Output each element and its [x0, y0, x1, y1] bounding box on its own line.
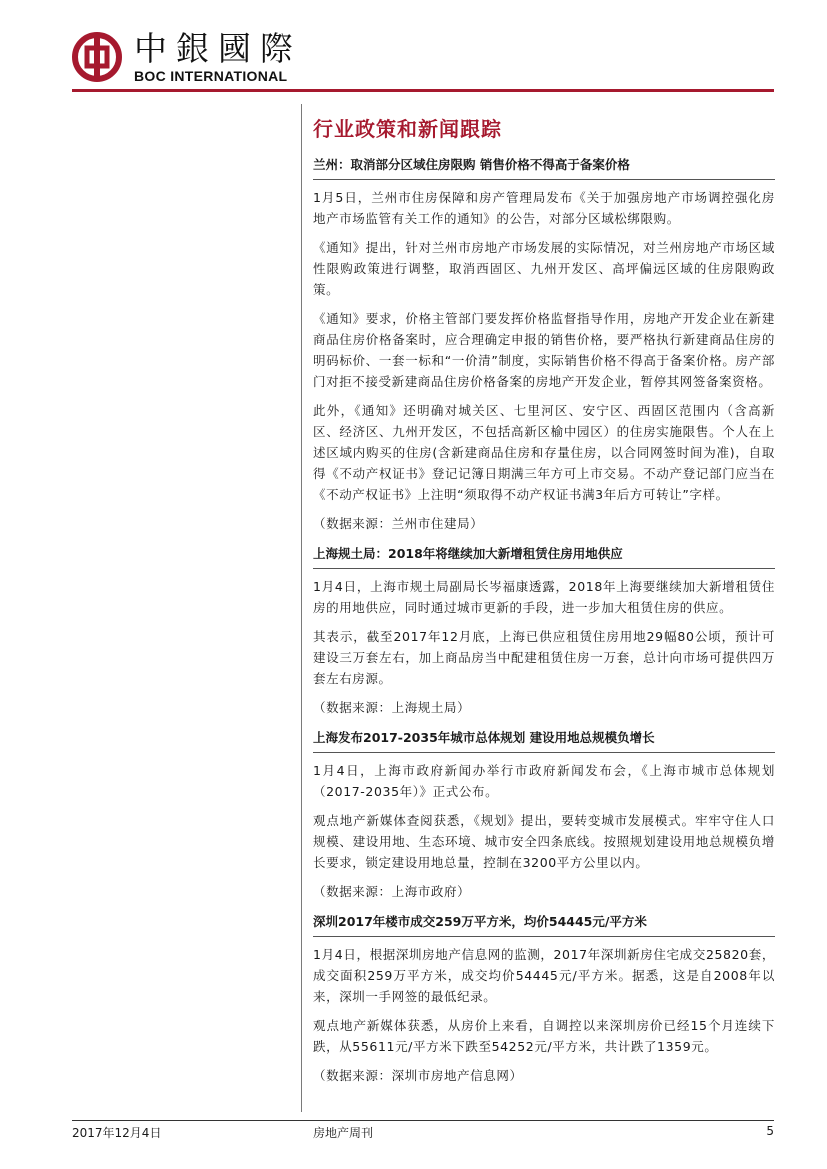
footer-date: 2017年12月4日: [72, 1126, 162, 1140]
news-paragraph: 1月5日，兰州市住房保障和房产管理局发布《关于加强房地产市场调控强化房地产市场监管有关工作的通知》的公告，对部分区域松绑限购。: [313, 190, 775, 226]
news-item: [313, 911, 775, 1086]
column-divider: [301, 104, 302, 1112]
section-title: 行业政策和新闻跟踪: [313, 117, 502, 141]
footer-rule: [72, 1120, 774, 1121]
news-item: [313, 154, 775, 534]
news-title: 兰州：取消部分区域住房限购 销售价格不得高于备案价格: [313, 154, 775, 180]
news-source: （数据来源：深圳市房地产信息网）: [313, 1068, 523, 1083]
brand-name-en: BOC INTERNATIONAL: [134, 68, 288, 84]
page-number: 5: [766, 1124, 774, 1138]
header-rule: [72, 89, 774, 92]
news-paragraph: 《通知》要求，价格主管部门要发挥价格监督指导作用，房地产开发企业在新建商品住房价格备案时，应合理确定申报的销售价格，要严格执行新建商品住房的明码标价、一套一标和“一价清”制度，实际销售价格不得高于备案价格。房产部门对拒不接受新建商品住房价格备案的房地产开发企业，暂停其网签备案资格。: [313, 311, 775, 389]
page-header: [72, 30, 772, 90]
boc-logo-icon: [72, 32, 122, 82]
news-item: [313, 543, 775, 718]
news-paragraph: 观点地产新媒体获悉，从房价上来看，自调控以来深圳房价已经15个月连续下跌，从55611元/平方米下跌至54252元/平方米，共计跌了1359元。: [313, 1018, 775, 1054]
news-title: 上海规土局：2018年将继续加大新增租赁住房用地供应: [313, 543, 775, 569]
footer-publication: 房地产周刊: [313, 1126, 374, 1140]
news-source: （数据来源：上海市政府）: [313, 884, 471, 899]
news-paragraph: 其表示，截至2017年12月底，上海已供应租赁住房用地29幅80公顷，预计可建设三万套左右，加上商品房当中配建租赁住房一万套，总计向市场可提供四万套左右房源。: [313, 629, 775, 686]
news-source: （数据来源：兰州市住建局）: [313, 516, 484, 531]
news-paragraph: 此外，《通知》还明确对城关区、七里河区、安宁区、西固区范围内（含高新区、经济区、九州开发区，不包括高新区榆中园区）的住房实施限售。个人在上述区域内购买的住房(含新建商品住房和存量住房，以合同网签时间为准)，自取得《不动产权证书》登记记簿日期满三年方可上市交易。不动产登记部门应当在《不动产权证书》上注明“须取得不动产权证书满3年后方可转让”字样。: [313, 403, 775, 502]
news-paragraph: 1月4日，上海市政府新闻办举行市政府新闻发布会，《上海市城市总体规划（2017-2035年）》正式公布。: [313, 763, 775, 799]
news-paragraph: 1月4日，上海市规土局副局长岑福康透露，2018年上海要继续加大新增租赁住房的用地供应，同时通过城市更新的手段，进一步加大租赁住房的供应。: [313, 579, 775, 615]
brand-name-cn: 中銀國際: [134, 29, 302, 68]
news-paragraph: 《通知》提出，针对兰州市房地产市场发展的实际情况，对兰州房地产市场区域性限购政策进行调整，取消西固区、九州开发区、高坪偏远区域的住房限购政策。: [313, 240, 775, 297]
news-paragraph: 观点地产新媒体查阅获悉，《规划》提出，要转变城市发展模式。牢牢守住人口规模、建设用地、生态环境、城市安全四条底线。按照规划建设用地总规模负增长要求，锁定建设用地总量，控制在3200平方公里以内。: [313, 813, 775, 870]
news-item: [313, 727, 775, 902]
news-content: [313, 154, 775, 1095]
news-paragraph: 1月4日，根据深圳房地产信息网的监测，2017年深圳新房住宅成交25820套，成交面积259万平方米，成交均价54445元/平方米。据悉，这是自2008年以来，深圳一手网签的最低纪录。: [313, 947, 775, 1004]
news-title: 深圳2017年楼市成交259万平方米，均价54445元/平方米: [313, 911, 775, 937]
news-source: （数据来源：上海规土局）: [313, 700, 471, 715]
news-title: 上海发布2017-2035年城市总体规划 建设用地总规模负增长: [313, 727, 775, 753]
